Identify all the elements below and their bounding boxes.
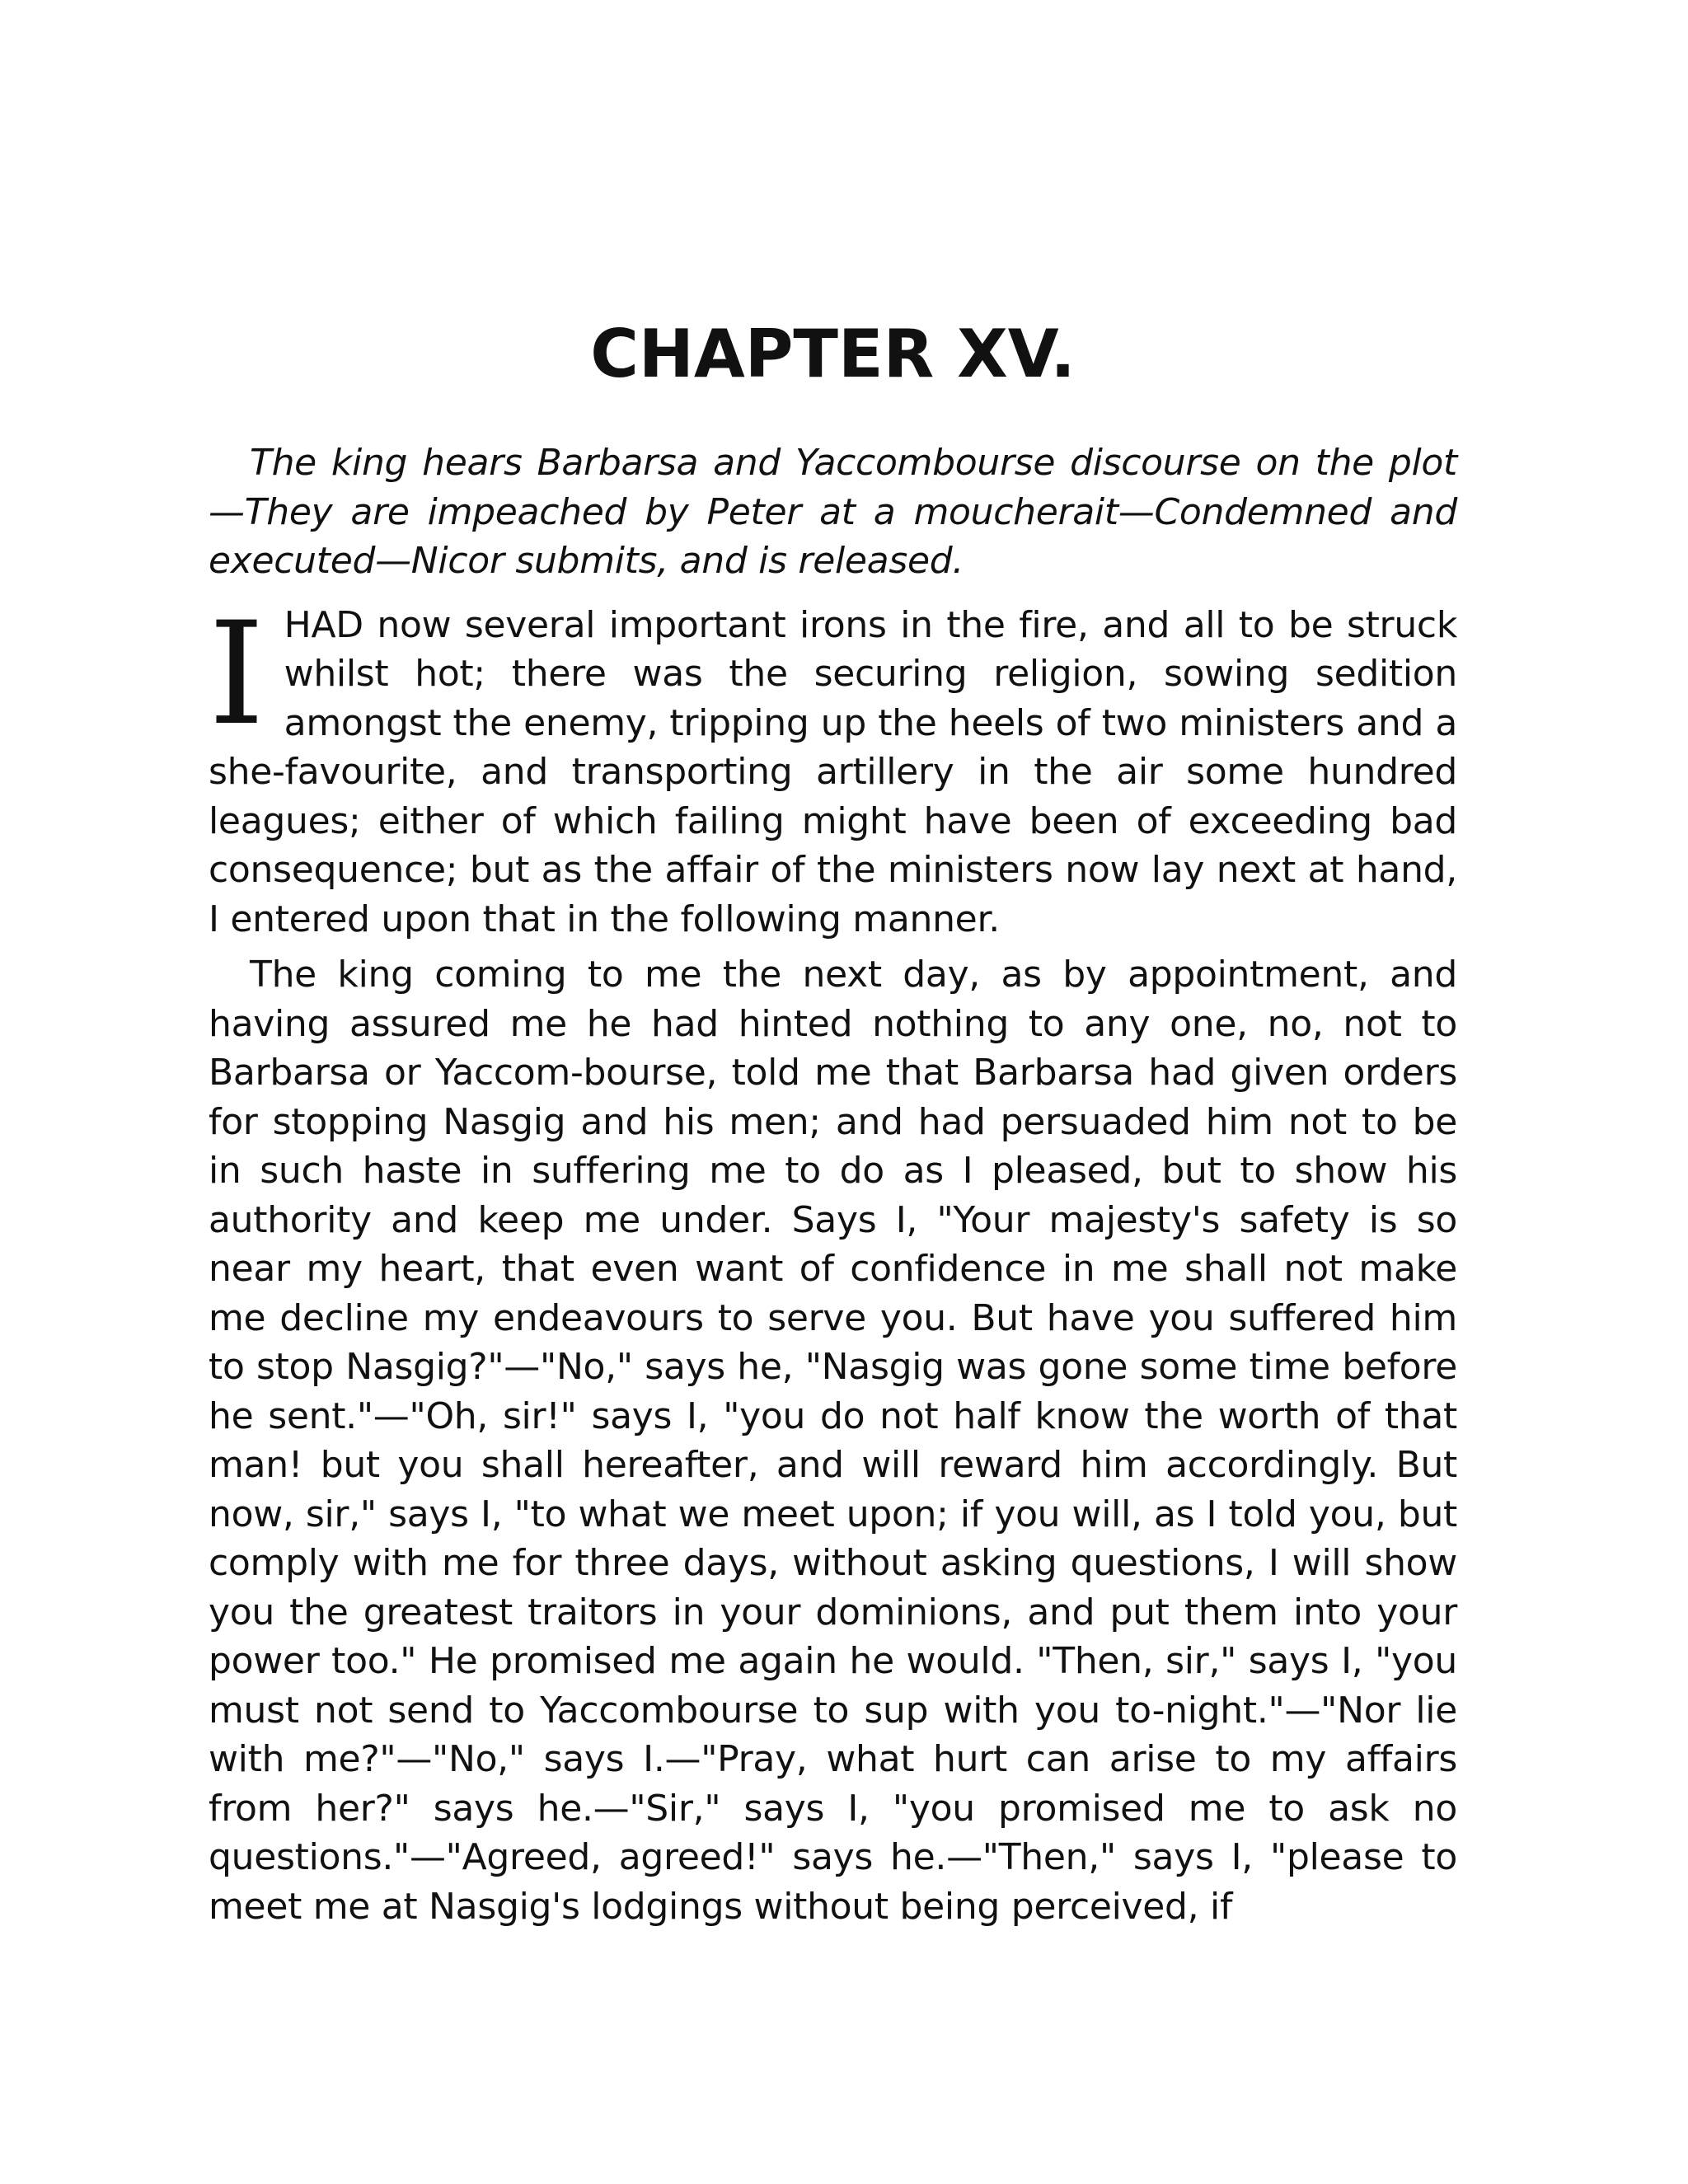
paragraph-1 bbox=[209, 590, 1457, 944]
chapter-title: CHAPTER XV. bbox=[590, 316, 1076, 392]
chapter-summary: The king hears Barbarsa and Yaccombourse discourse on the plot—They are impeached by Peter at a moucherait—Condemned and executed—Nicor submits, and is released. bbox=[209, 442, 1457, 582]
paragraph-2: The king coming to me the next day, as by appointment, and having assured me he had hinted nothing to any one, no, not to Barbarsa or Yaccom-bourse, told me that Barbarsa had given orders for stopping Nasgig and his men; and had persuaded him not to be in such haste in suffering me to do as I pleased, but to show his authority and keep me under. Says I, "Your majesty's safety is so near my heart, that even want of confidence in me shall not make me decline my endeavours to serve you. But have you suffered him to stop Nasgig?"—"No," says he, "Nasgig was gone some time before he sent."—"Oh, sir!" says I, "you do not half know the worth of that man! but you shall hereafter, and will reward him accordingly. But now, sir," says I, "to what we meet upon; if you will, as I told you, but comply with me for three days, without asking questions, I will show you the greatest traitors in your dominions, and put them into your power too." He promised me again he would. "Then, sir," says I, "you must not send to Yaccombourse to sup with you to-night."—"Nor lie with me?"—"No," says I.—"Pray, what hurt can arise to my affairs from her?" says he.—"Sir," says I, "you promised me to ask no questions."—"Agreed, agreed!" says he.—"Then," says I, "please to meet me at Nasgig's lodgings without being perceived, if bbox=[209, 954, 1457, 1928]
drop-cap: I bbox=[209, 590, 265, 757]
page-content bbox=[209, 316, 1457, 1938]
paragraph-1-text: HAD now several important irons in the fire, and all to be struck whilst hot; there was the securing religion, sowing sedition amongst the enemy, tripping up the heels of two ministers and a she-favourite, and transporting artillery in the air some hundred leagues; either of which failing might have been of exceeding bad consequence; but as the affair of the ministers now lay next at hand, I entered upon that in the following manner. bbox=[209, 603, 1457, 940]
